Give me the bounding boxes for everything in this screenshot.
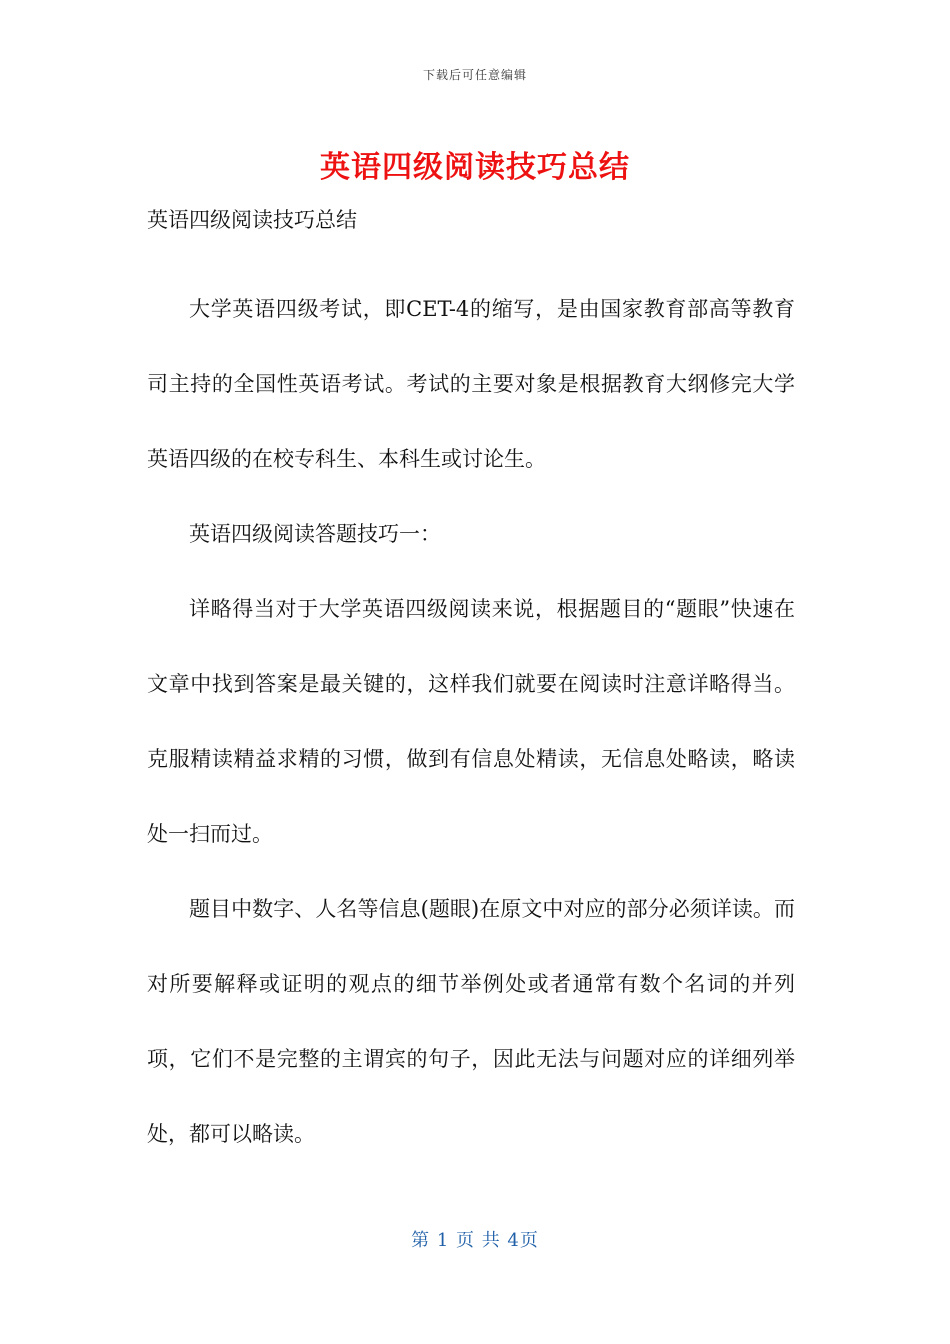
document-subtitle: 英语四级阅读技巧总结 xyxy=(147,208,357,232)
paragraph-intro: 大学英语四级考试，即CET-4的缩写，是由国家教育部高等教育司主持的全国性英语考试。考试的主要对象是根据教育大纲修完大学英语四级的在校专科生、本科生或讨论生。 xyxy=(147,297,795,471)
document-title: 英语四级阅读技巧总结 xyxy=(320,150,630,185)
document-body xyxy=(147,272,795,1172)
paragraph-tip-heading: 英语四级阅读答题技巧一： xyxy=(189,522,441,546)
page-footer: 第 1 页 共 4页 xyxy=(411,1230,539,1251)
paragraph-skim-scan: 详略得当对于大学英语四级阅读来说，根据题目的“题眼”快速在文章中找到答案是最关键的，这样我们就要在阅读时注意详略得当。克服精读精益求精的习惯，做到有信息处精读，无信息处略读，略读处一扫而过。 xyxy=(147,597,795,846)
header-note: 下载后可任意编辑 xyxy=(422,68,527,82)
paragraph-detail-reading: 题目中数字、人名等信息(题眼)在原文中对应的部分必须详读。而对所要解释或证明的观点的细节举例处或者通常有数个名词的并列项，它们不是完整的主谓宾的句子，因此无法与问题对应的详细列举处，都可以略读。 xyxy=(147,897,795,1146)
